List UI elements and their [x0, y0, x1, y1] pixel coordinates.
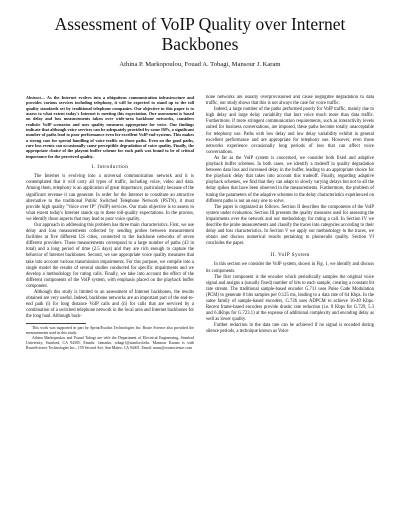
body-paragraph: The paper is organized as follows. Section II describes the components of the VoIP system under evaluation. Section III presents the quality measures used for assessing the impairments over the network and our methodology for rating a call. In Section IV we describe the probe measurements and classify the traces into categories according to their delay and loss characteristics. In Section V we apply our methodology to the traces, we obtain and discuss numerical results pertaining to phonecalls quality. Section VI concludes the paper.	[206, 204, 374, 247]
body-paragraph: bone networks are usually overprovisioned and cause negligible degradation to data traffic, our study shows that this is not always the case for voice traffic.	[206, 95, 374, 107]
abstract-text: — As the Internet evolves into a ubiquitous communication infrastructure and provides various services including telephony, it will be expected to stand up to the toll quality standards set by traditional telephone companies. Our objective in this paper is to assess to what extent today's Internet is meeting this expectation. Our assessment is based on delay and loss measurements taken over wide-area backbone networks, considers realistic VoIP scenarios and uses quality measures appropriate for voice. Our findings indicate that although voice services can be adequately provided by some ISPs, a significant number of paths lead to poor performance even for excellent VoIP end-systems. This makes a strong case for special handling of voice traffic on those paths. Even on the good paths, rare loss events can occasionally cause perceptible degradation of voice quality. Finally, the appropriate choice of the playout buffer scheme for each path was found to be of critical importance for the perceived quality.	[26, 95, 194, 159]
body-paragraph: Indeed, a large number of the paths performed poorly for VoIP traffic, mainly due to high delay and large delay variability that hurt voice much more than data traffic. Furthermore, if more stringent communication requirements, such as interactivity levels suited for business conversations, are imposed, these paths become totally unacceptable for telephony use. Paths with low delay and low delay variability exhibit in general excellent performance and are appropriate for telephony use. However, even those networks experience occasionally long periods of loss that can affect voice conversations.	[206, 107, 374, 155]
intro-paragraph: Although this study is limited to an assessment of Internet backbones, the results obtained are very useful. Indeed, backbone networks are an important part of the end-to-end path (i) for long distance VoIP calls and (ii) for calls that are serviced by a combination of a switched telephone network in the local area and Internet backbones for the long haul. Although back-	[26, 290, 194, 320]
section-heading-introduction: I. Introduction	[91, 164, 129, 171]
abstract-label: Abstract	[26, 95, 41, 100]
body-paragraph: In this section we consider the VoIP system, shown in Fig. 1, we identify and discuss its components.	[206, 262, 374, 274]
footnote-funding: This work was supported in part by Sprint/Exodus Technologies Inc. Route Science also provided the measurements used in this study.	[26, 326, 194, 336]
footnote-affiliations: Athina Markopoulou and Fouad Tobagi are with the Department of Electrical Engineering, Stanford University, Stanford, CA 94305. Emails: {amarko, tobagi}@stanford.edu. Mansour Karam is with RouteScience Technologies Inc., 159 Second Ave, San Mateo, CA 94401. Email: mans@routescience.com	[26, 336, 194, 350]
intro-paragraph: Our approach in addressing this problem has three main characteristics. First, we use delay and loss measurements collected by sending probes between measurement facilities at five different US cities, connected to the backbone networks of seven different providers. These measurements correspond to a large number of paths (43 in total) and a long period of time (2.5 days) and they are rich enough to capture the behavior of Internet backbones. Second, we use appropriate voice quality measures that take into account various transmission impairments. For this purpose, we compile into a single model the results of several studies conducted for specific impairments and we develop a methodology for rating calls. Finally, we take into account the effect of the different components of the VoIP system, with emphasis placed on the playback buffer component.	[26, 222, 194, 289]
two-column-body	[26, 95, 374, 510]
body-paragraph: The first component is the encoder which periodically samples the original voice signal and assigns a (usually fixed) number of bits to each sample, creating a constant bit rate stream. The traditional sample-based encoder G.711 uses Pulse Code Modulation (PCM) to generate 8 bits samples per 0.125 ms, leading to a data rate of 64 Kbps. In the same family of sample-based encoders, G.726 uses ADPCM to achieve 16-40 Kbps. Recent frame-based encoders provide drastic rate reduction (i.e. 8 Kbps for G.729, 5.3 and 6.4Kbps for G.723.1) at the expense of additional complexity and encoding delay as well as lower quality.	[206, 274, 374, 323]
right-column	[206, 95, 374, 510]
paper-title: Assessment of VoIP Quality over Internet Backbones	[54, 14, 346, 54]
intro-paragraph: The Internet is evolving into a universal communication network and it is contemplated that it will carry all types of traffic, including voice, video and data. Among them, telephony is an application of great importance, particularly because of the significant revenue it can generate. In order for the Internet to constitute an attractive alternative to the traditional Public Switched Telephone Network (PSTN), it must provide high quality "Voice over IP" (VoIP) services. Our main objective is to assess to what extent today's Internet stands up to these toll-quality expectations. In the process, we identify those aspects that may lead to poor voice quality.	[26, 174, 194, 222]
footnote-divider	[26, 323, 86, 324]
abstract	[26, 95, 194, 159]
body-paragraph: Further reduction in the data rate can be achieved if no signal is encoded during silence periods, a technique known as Voice	[206, 323, 374, 335]
section-heading-voip-system: II. VoIP System	[270, 252, 310, 259]
author-list: Athina P. Markopoulou, Fouad A. Tobagi, Mansour J. Karam	[119, 61, 281, 68]
left-column	[26, 95, 194, 510]
body-paragraph: As far as the VoIP system is concerned, we consider both fixed and adaptive playback buffer schemes. In both cases, we identify a tradeoff in quality degradation between data loss and increased delay in the buffer, leading to an appropriate choice for the playback delay that takes into account this tradeoff. Finally, regarding adaptive playback schemes, we find that they can adapt to slowly varying delays but not to all the delay spikes that have been observed in the measurements. Furthermore, the problem of tuning the parameters of the adaptive schemes to the delay characteristics experienced on different paths is not an easy one to solve.	[206, 155, 374, 204]
